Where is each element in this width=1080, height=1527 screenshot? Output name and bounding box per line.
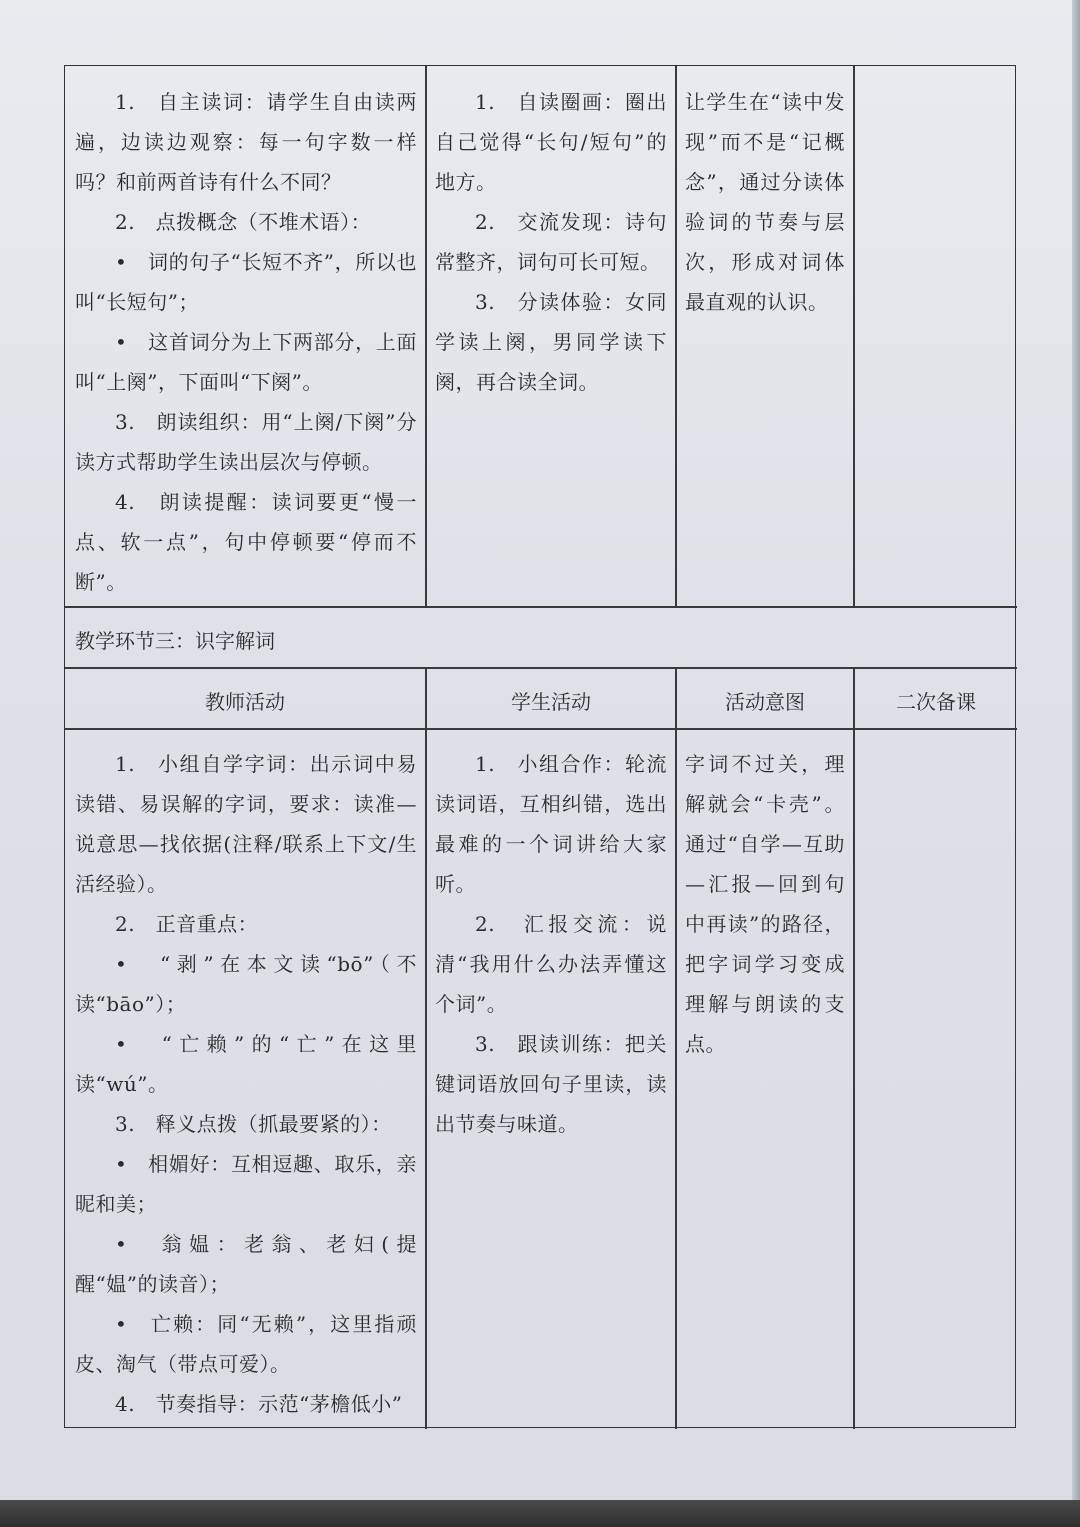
paragraph: 4. 朗读提醒：读词要更“慢一点、软一点”，句中停顿要“停而不断”。 — [75, 490, 417, 594]
paragraph: 3. 分读体验：女同学读上阕，男同学读下阕，再合读全词。 — [435, 290, 667, 394]
lower-student-activity — [435, 744, 667, 1144]
paragraph: • 翁媪：老翁、老妇(提醒“媪”的读音）； — [75, 1232, 417, 1296]
paragraph: 2. 点拨概念（不堆术语）： — [115, 210, 372, 234]
lower-activity-intent — [685, 744, 845, 1064]
intent-text: 字词不过关，理解就会“卡壳”。通过“自学—互助—汇报—回到句中再读”的路径，把字词学习变成理解与朗读的支点。 — [685, 752, 845, 1056]
row-divider — [65, 606, 1017, 608]
header-student-activity: 学生活动 — [511, 690, 591, 714]
paragraph: 1. 自读圈画：圈出自己觉得“长句/短句”的地方。 — [435, 90, 667, 194]
paragraph: • “剥”在本文读“bō”（不读“bāo”）； — [75, 952, 417, 1016]
paragraph: 1. 自主读词：请学生自由读两遍，边读边观察：每一句字数一样吗？和前两首诗有什么不同？ — [75, 90, 417, 194]
column-divider — [853, 667, 855, 1429]
column-divider — [425, 66, 427, 606]
column-divider — [675, 66, 677, 606]
header-second-prep: 二次备课 — [896, 690, 976, 714]
column-divider — [425, 667, 427, 1429]
paragraph: • 词的句子“长短不齐”，所以也叫“长短句”； — [75, 250, 417, 314]
header-teacher-activity: 教师活动 — [205, 690, 285, 714]
background-surface — [0, 1500, 1080, 1527]
paragraph: • 相媚好：互相逗趣、取乐，亲昵和美； — [75, 1152, 417, 1216]
paragraph: • 这首词分为上下两部分，上面叫“上阕”，下面叫“下阕”。 — [75, 330, 417, 394]
paragraph: 2. 汇报交流：说清“我用什么办法弄懂这个词”。 — [435, 912, 667, 1016]
column-divider — [853, 66, 855, 606]
paragraph: 3. 跟读训练：把关键词语放回句子里读，读出节奏与味道。 — [435, 1032, 667, 1136]
upper-activity-intent — [685, 82, 845, 322]
paragraph: 3. 朗读组织：用“上阕/下阕”分读方式帮助学生读出层次与停顿。 — [75, 410, 417, 474]
paper-edge — [1072, 0, 1080, 1500]
row-divider — [65, 728, 1017, 730]
upper-student-activity — [435, 82, 667, 402]
paragraph: 3. 释义点拨（抓最要紧的）： — [115, 1112, 392, 1136]
paragraph: • “亡赖”的“亡”在这里读“wú”。 — [75, 1032, 417, 1096]
intent-text: 让学生在“读中发现”而不是“记概念”，通过分读体验词的节奏与层次，形成对词体最直观的认识。 — [685, 90, 845, 314]
column-divider — [675, 667, 677, 1429]
upper-teacher-activity — [75, 82, 417, 602]
header-activity-intent: 活动意图 — [725, 690, 805, 714]
paragraph: 2. 正音重点： — [115, 912, 259, 936]
lower-teacher-activity — [75, 744, 417, 1424]
paragraph: 4. 节奏指导：示范“茅檐低小” — [115, 1392, 403, 1416]
paragraph: • 亡赖：同“无赖”，这里指顽皮、淘气（带点可爱）。 — [75, 1312, 417, 1376]
section-title: 教学环节三：识字解词 — [75, 629, 275, 653]
paragraph: 2. 交流发现：诗句常整齐，词句可长可短。 — [435, 210, 667, 274]
paragraph: 1. 小组自学字词：出示词中易读错、易误解的字词，要求：读准—说意思—找依据(注释/联系上下文/生活经验）。 — [75, 752, 417, 896]
row-divider — [65, 667, 1017, 669]
lesson-plan-table — [64, 65, 1016, 1428]
paragraph: 1. 小组合作：轮流读词语，互相纠错，选出最难的一个词讲给大家听。 — [435, 752, 667, 896]
